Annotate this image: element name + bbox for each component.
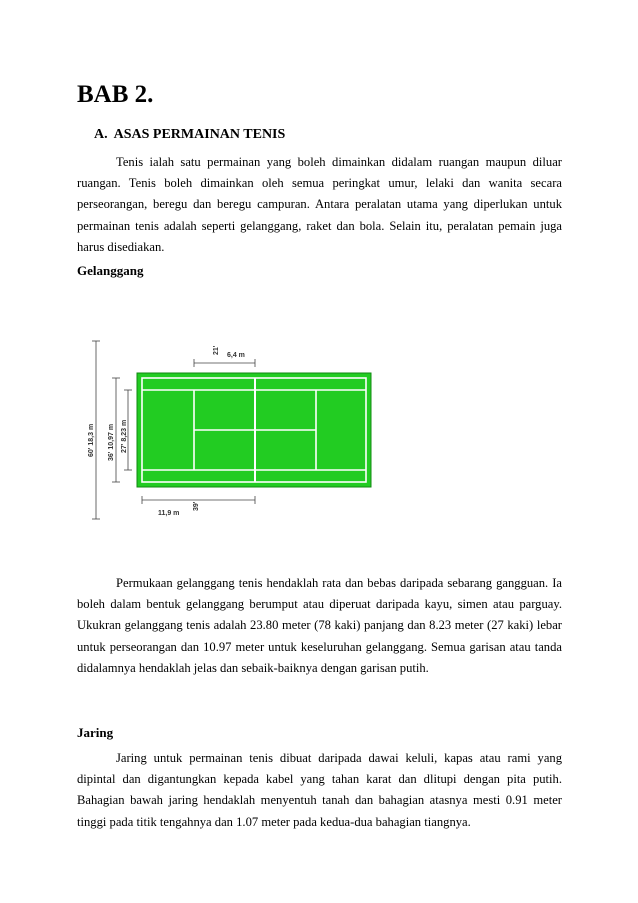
net-paragraph: Jaring untuk permainan tenis dibuat daripada dawai keluli, kapas atau rami yang dipintal dan digantungkan kepada kabel yang tahan karat dan dlitupi dengan pita putih. Bahagian bawah jaring hendaklah menyentuh tanah dan bahagian atasnya mesti 0.91 meter tinggi pada titik tengahnya dan 1.07 meter pada kedua-dua bahagian tiangnya. xyxy=(77,751,562,829)
label-doubles-width: 36' 10,97 m xyxy=(108,423,115,461)
court-heading: Gelanggang xyxy=(77,263,144,278)
label-singles-width: 27' 8,23 m xyxy=(121,419,128,453)
tennis-court-diagram xyxy=(82,335,382,525)
court-diagram-svg xyxy=(82,335,382,525)
net-heading: Jaring xyxy=(77,725,114,740)
chapter-title: BAB 2. xyxy=(77,81,154,108)
label-half-length-ft: 39' xyxy=(193,501,200,511)
section-title: ASAS PERMAINAN TENIS xyxy=(113,127,286,142)
court-paragraph: Permukaan gelanggang tenis hendaklah rata dan bebas daripada sebarang gangguan. Ia boleh dalam bentuk gelanggang berumput atau diperuat daripada kayu, simen atau parguay. Ukukran gelanggang tenis adalah 23.80 meter (78 kaki) panjang dan 8.23 meter (27 kaki) lebar untuk perseorangan dan 10.97 meter untuk keseluruhan gelanggang. Semua garisan atau tanda didalamnya hendaklah jelas dan sebaik-baiknya dengan garisan putih. xyxy=(77,576,562,675)
intro-paragraph: Tenis ialah satu permainan yang boleh dimainkan didalam ruangan maupun diluar ruangan. Tenis boleh dimainkan oleh semua peringkat umur, lelaki dan wanita secara perseorangan, beregu dan beregu campuran. Antara peralatan utama yang diperlukan untuk permainan tenis adalah seperti gelanggang, raket dan bola. Selain itu, peralatan pemain juga harus disediakan. xyxy=(77,155,562,254)
label-total-width: 60' 18,3 m xyxy=(88,423,95,457)
section-heading xyxy=(94,126,285,144)
section-number: A. xyxy=(94,127,108,142)
label-service-width: 6,4 m xyxy=(227,352,245,359)
label-service-width-ft: 21' xyxy=(213,345,220,355)
label-half-length: 11,9 m xyxy=(158,510,180,517)
